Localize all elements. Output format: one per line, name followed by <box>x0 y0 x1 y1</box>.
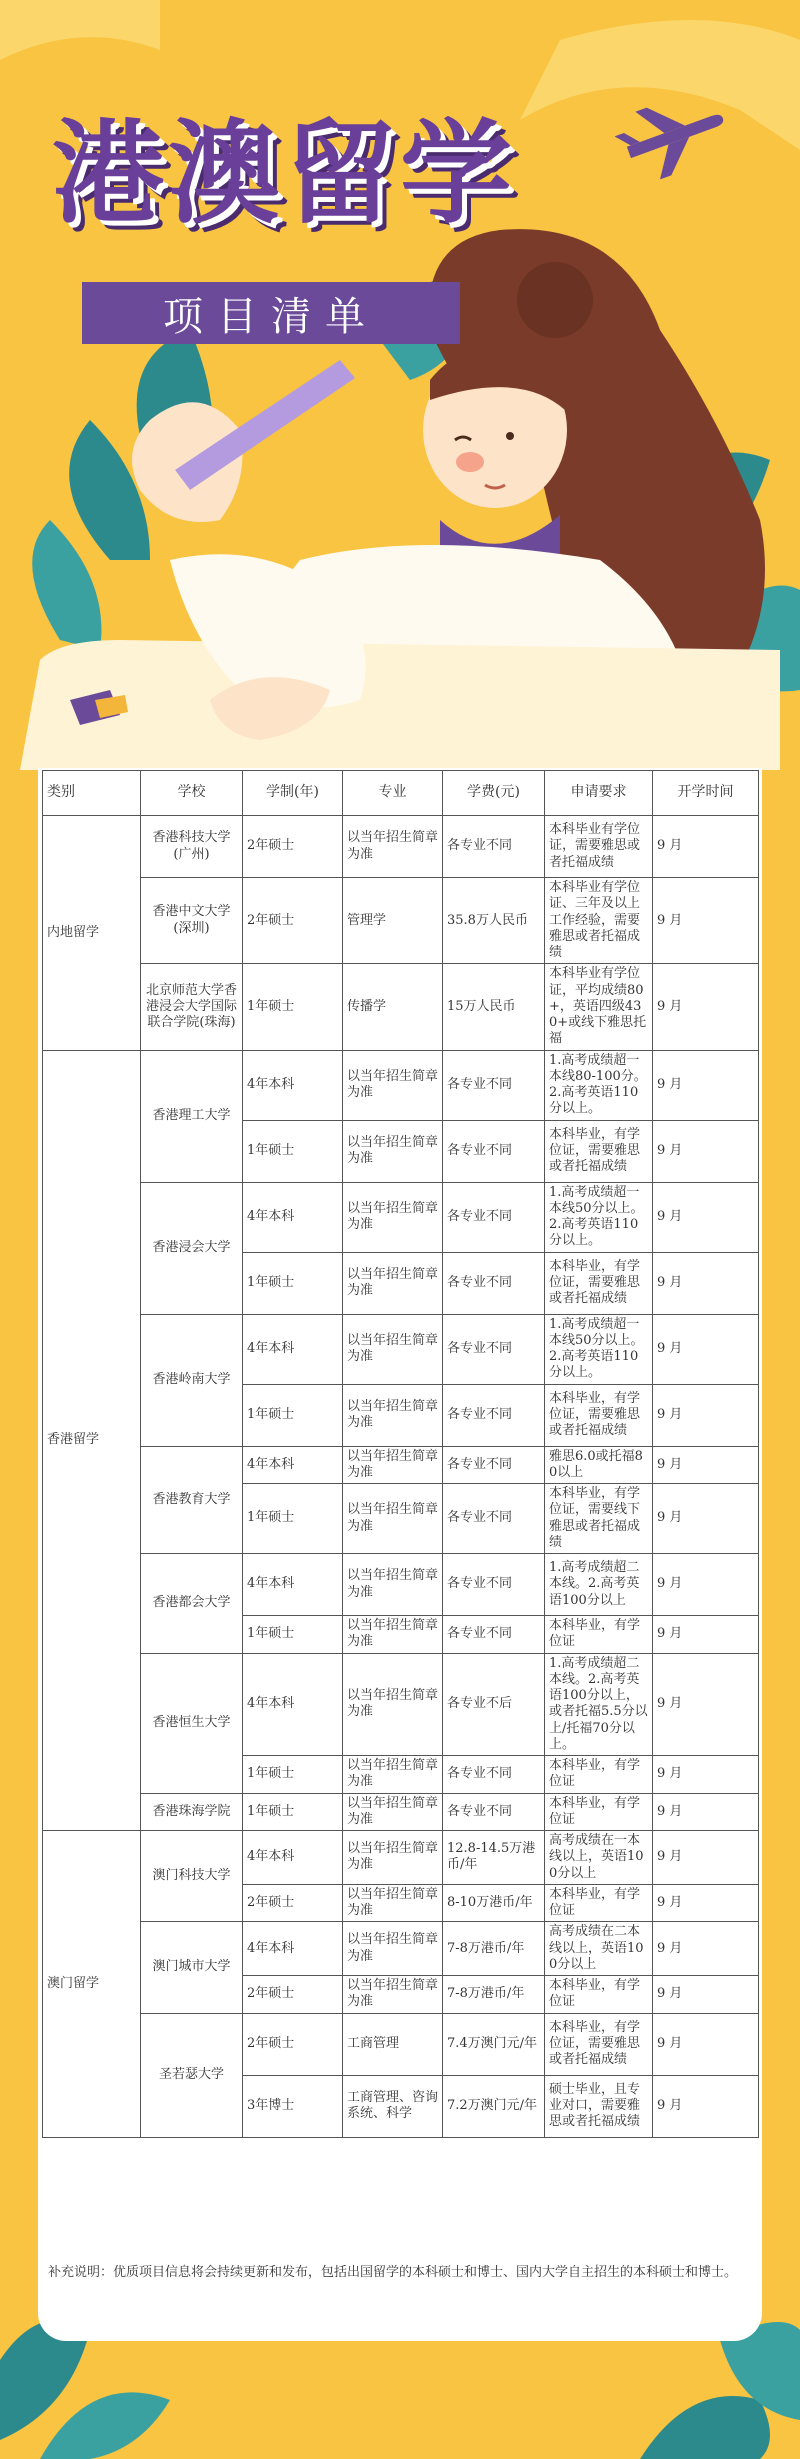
start-cell: 9 月 <box>653 1793 759 1831</box>
category-cell: 内地留学 <box>43 816 141 1051</box>
program-card <box>38 768 762 2341</box>
start-cell: 9 月 <box>653 1314 759 1384</box>
tuition-cell: 各专业不同 <box>443 1756 545 1794</box>
tuition-cell: 各专业不同 <box>443 1120 545 1182</box>
major-cell: 以当年招生简章为准 <box>343 1314 443 1384</box>
school-cell: 香港都会大学 <box>141 1554 243 1654</box>
school-cell: 香港岭南大学 <box>141 1314 243 1446</box>
table-row <box>43 1831 759 1885</box>
duration-cell: 1年硕士 <box>243 1120 343 1182</box>
tuition-cell: 各专业不后 <box>443 1653 545 1756</box>
start-cell: 9 月 <box>653 1922 759 1976</box>
major-cell: 以当年招生简章为准 <box>343 1050 443 1120</box>
major-cell: 以当年招生简章为准 <box>343 1182 443 1252</box>
requirement-cell: 本科毕业，有学位证 <box>545 1756 653 1794</box>
start-cell: 9 月 <box>653 1884 759 1922</box>
major-cell: 工商管理、咨询系统、科学 <box>343 2075 443 2137</box>
requirement-cell: 本科毕业，有学位证 <box>545 1616 653 1654</box>
table-row <box>43 878 759 964</box>
duration-cell: 4年本科 <box>243 1314 343 1384</box>
duration-cell: 4年本科 <box>243 1653 343 1756</box>
table-row <box>43 1314 759 1384</box>
requirement-cell: 1.高考成绩超一本线80-100分。2.高考英语110分以上。 <box>545 1050 653 1120</box>
table-body <box>43 816 759 2138</box>
tuition-cell: 15万人民币 <box>443 964 545 1050</box>
start-cell: 9 月 <box>653 816 759 878</box>
page-title: 港澳留学 <box>52 109 516 239</box>
program-table <box>42 770 759 2138</box>
tuition-cell: 各专业不同 <box>443 1384 545 1446</box>
supplementary-note: 补充说明：优质项目信息将会持续更新和发布，包括出国留学的本科硕士和博士、国内大学自主招生的本科硕士和博士。 <box>48 2265 738 2280</box>
major-cell: 以当年招生简章为准 <box>343 1831 443 1885</box>
major-cell: 以当年招生简章为准 <box>343 1756 443 1794</box>
school-cell: 香港珠海学院 <box>141 1793 243 1831</box>
major-cell: 以当年招生简章为准 <box>343 1252 443 1314</box>
school-cell: 香港中文大学(深圳) <box>141 878 243 964</box>
column-header: 开学时间 <box>653 771 759 816</box>
tuition-cell: 8-10万港币/年 <box>443 1884 545 1922</box>
start-cell: 9 月 <box>653 878 759 964</box>
table-row <box>43 1922 759 1976</box>
major-cell: 以当年招生简章为准 <box>343 1484 443 1554</box>
school-cell: 北京师范大学香港浸会大学国际联合学院(珠海) <box>141 964 243 1050</box>
tuition-cell: 各专业不同 <box>443 1554 545 1616</box>
major-cell: 以当年招生简章为准 <box>343 1616 443 1654</box>
table-row <box>43 1050 759 1120</box>
start-cell: 9 月 <box>653 1756 759 1794</box>
major-cell: 以当年招生简章为准 <box>343 1384 443 1446</box>
start-cell: 9 月 <box>653 1831 759 1885</box>
major-cell: 以当年招生简章为准 <box>343 1976 443 2014</box>
major-cell: 工商管理 <box>343 2013 443 2075</box>
start-cell: 9 月 <box>653 1120 759 1182</box>
major-cell: 以当年招生简章为准 <box>343 816 443 878</box>
school-cell: 澳门科技大学 <box>141 1831 243 1922</box>
duration-cell: 2年硕士 <box>243 816 343 878</box>
duration-cell: 2年硕士 <box>243 878 343 964</box>
duration-cell: 1年硕士 <box>243 1484 343 1554</box>
major-cell: 以当年招生简章为准 <box>343 1120 443 1182</box>
start-cell: 9 月 <box>653 1252 759 1314</box>
requirement-cell: 本科毕业，有学位证，需要雅思或者托福成绩 <box>545 1252 653 1314</box>
tuition-cell: 7-8万港币/年 <box>443 1976 545 2014</box>
tuition-cell: 各专业不同 <box>443 1252 545 1314</box>
duration-cell: 1年硕士 <box>243 1793 343 1831</box>
category-cell: 香港留学 <box>43 1050 141 1831</box>
duration-cell: 1年硕士 <box>243 1756 343 1794</box>
major-cell: 以当年招生简章为准 <box>343 1554 443 1616</box>
duration-cell: 4年本科 <box>243 1554 343 1616</box>
duration-cell: 1年硕士 <box>243 1384 343 1446</box>
tuition-cell: 12.8-14.5万港币/年 <box>443 1831 545 1885</box>
duration-cell: 4年本科 <box>243 1922 343 1976</box>
start-cell: 9 月 <box>653 1616 759 1654</box>
requirement-cell: 1.高考成绩超二本线。2.高考英语100分以上，或者托福5.5分以上/托福70分以上。 <box>545 1653 653 1756</box>
requirement-cell: 高考成绩在一本线以上，英语100分以上 <box>545 1831 653 1885</box>
requirement-cell: 1.高考成绩超二本线。2.高考英语100分以上 <box>545 1554 653 1616</box>
requirement-cell: 高考成绩在二本线以上，英语100分以上 <box>545 1922 653 1976</box>
table-row <box>43 1554 759 1616</box>
duration-cell: 1年硕士 <box>243 1616 343 1654</box>
tuition-cell: 各专业不同 <box>443 1182 545 1252</box>
requirement-cell: 雅思6.0或托福80以上 <box>545 1446 653 1484</box>
table-row <box>43 1182 759 1252</box>
major-cell: 以当年招生简章为准 <box>343 1793 443 1831</box>
start-cell: 9 月 <box>653 1384 759 1446</box>
tuition-cell: 35.8万人民币 <box>443 878 545 964</box>
category-cell: 澳门留学 <box>43 1831 141 2138</box>
start-cell: 9 月 <box>653 2075 759 2137</box>
tuition-cell: 各专业不同 <box>443 1484 545 1554</box>
tuition-cell: 各专业不同 <box>443 816 545 878</box>
start-cell: 9 月 <box>653 2013 759 2075</box>
table-row <box>43 2013 759 2075</box>
requirement-cell: 本科毕业，有学位证 <box>545 1793 653 1831</box>
school-cell: 香港科技大学(广州) <box>141 816 243 878</box>
duration-cell: 1年硕士 <box>243 1252 343 1314</box>
requirement-cell: 本科毕业，有学位证 <box>545 1976 653 2014</box>
duration-cell: 4年本科 <box>243 1446 343 1484</box>
requirement-cell: 本科毕业，有学位证，需要雅思或者托福成绩 <box>545 2013 653 2075</box>
start-cell: 9 月 <box>653 1182 759 1252</box>
duration-cell: 2年硕士 <box>243 2013 343 2075</box>
duration-cell: 4年本科 <box>243 1050 343 1120</box>
tuition-cell: 各专业不同 <box>443 1050 545 1120</box>
requirement-cell: 本科毕业，有学位证，需要雅思或者托福成绩 <box>545 1120 653 1182</box>
tuition-cell: 各专业不同 <box>443 1446 545 1484</box>
tuition-cell: 7-8万港币/年 <box>443 1922 545 1976</box>
school-cell: 香港理工大学 <box>141 1050 243 1182</box>
table-row <box>43 1446 759 1484</box>
requirement-cell: 本科毕业，有学位证，需要线下雅思或者托福成绩 <box>545 1484 653 1554</box>
subtitle-text: 项目清单 <box>163 293 379 340</box>
requirement-cell: 本科毕业，有学位证 <box>545 1884 653 1922</box>
column-header: 申请要求 <box>545 771 653 816</box>
start-cell: 9 月 <box>653 1446 759 1484</box>
requirement-cell: 硕士毕业，且专业对口，需要雅思或者托福成绩 <box>545 2075 653 2137</box>
requirement-cell: 本科毕业，有学位证，需要雅思或者托福成绩 <box>545 1384 653 1446</box>
column-header: 学制(年) <box>243 771 343 816</box>
column-header: 类别 <box>43 771 141 816</box>
requirement-cell: 1.高考成绩超一本线50分以上。2.高考英语110分以上。 <box>545 1314 653 1384</box>
start-cell: 9 月 <box>653 1050 759 1120</box>
duration-cell: 4年本科 <box>243 1182 343 1252</box>
major-cell: 管理学 <box>343 878 443 964</box>
tuition-cell: 各专业不同 <box>443 1314 545 1384</box>
start-cell: 9 月 <box>653 1484 759 1554</box>
major-cell: 以当年招生简章为准 <box>343 1922 443 1976</box>
school-cell: 澳门城市大学 <box>141 1922 243 2013</box>
column-header: 学费(元) <box>443 771 545 816</box>
major-cell: 传播学 <box>343 964 443 1050</box>
start-cell: 9 月 <box>653 1976 759 2014</box>
requirement-cell: 本科毕业有学位证、三年及以上工作经验，需要雅思或者托福成绩 <box>545 878 653 964</box>
requirement-cell: 1.高考成绩超一本线50分以上。2.高考英语110分以上。 <box>545 1182 653 1252</box>
requirement-cell: 本科毕业有学位证，需要雅思或者托福成绩 <box>545 816 653 878</box>
tuition-cell: 各专业不同 <box>443 1616 545 1654</box>
table-row <box>43 964 759 1050</box>
start-cell: 9 月 <box>653 1554 759 1616</box>
duration-cell: 4年本科 <box>243 1831 343 1885</box>
major-cell: 以当年招生简章为准 <box>343 1884 443 1922</box>
subtitle-banner <box>82 282 460 344</box>
column-header: 学校 <box>141 771 243 816</box>
duration-cell: 2年硕士 <box>243 1884 343 1922</box>
start-cell: 9 月 <box>653 964 759 1050</box>
table-row <box>43 1793 759 1831</box>
tuition-cell: 各专业不同 <box>443 1793 545 1831</box>
table-header-row <box>43 771 759 816</box>
requirement-cell: 本科毕业有学位证，平均成绩80+，英语四级430+或线下雅思托福 <box>545 964 653 1050</box>
table-row <box>43 1653 759 1756</box>
tuition-cell: 7.2万澳门元/年 <box>443 2075 545 2137</box>
start-cell: 9 月 <box>653 1653 759 1756</box>
major-cell: 以当年招生简章为准 <box>343 1446 443 1484</box>
school-cell: 香港浸会大学 <box>141 1182 243 1314</box>
table-row <box>43 816 759 878</box>
duration-cell: 2年硕士 <box>243 1976 343 2014</box>
duration-cell: 3年博士 <box>243 2075 343 2137</box>
tuition-cell: 7.4万澳门元/年 <box>443 2013 545 2075</box>
major-cell: 以当年招生简章为准 <box>343 1653 443 1756</box>
school-cell: 香港恒生大学 <box>141 1653 243 1793</box>
column-header: 专业 <box>343 771 443 816</box>
school-cell: 香港教育大学 <box>141 1446 243 1554</box>
duration-cell: 1年硕士 <box>243 964 343 1050</box>
school-cell: 圣若瑟大学 <box>141 2013 243 2137</box>
